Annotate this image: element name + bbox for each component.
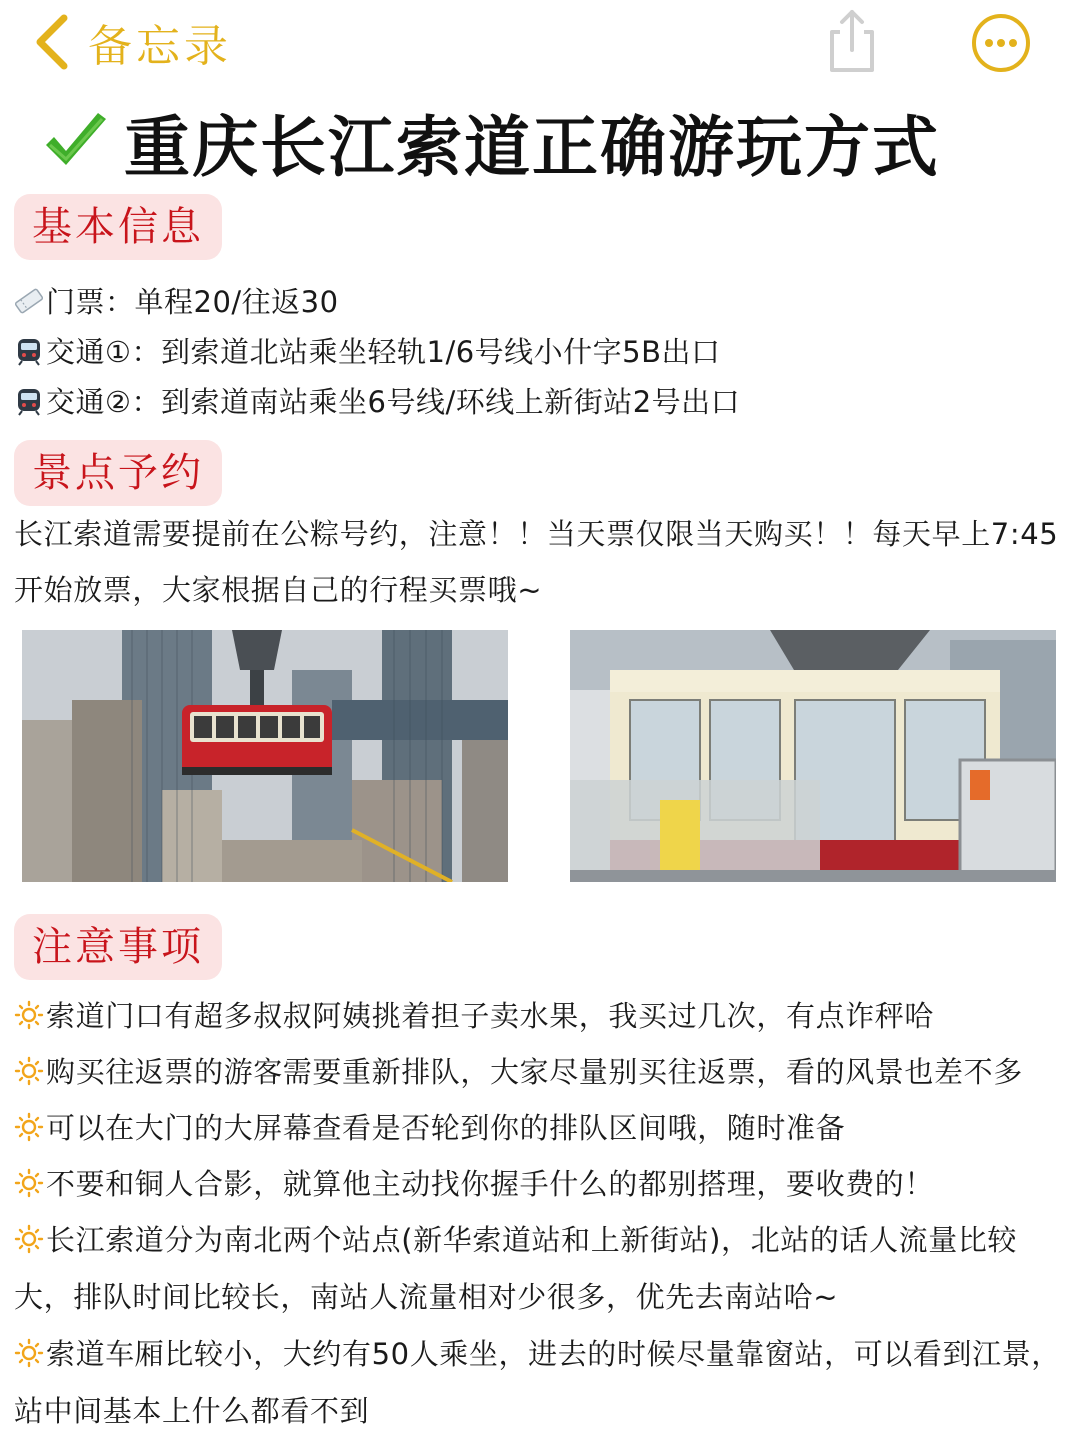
note-item [14,1326,1074,1440]
booking-paragraph: 长江索道需要提前在公粽号约，注意！！当天票仅限当天购买！！每天早上7:45开始放票，大家根据自己的行程买票哦~ [14,517,1059,607]
sun-icon [14,1224,44,1254]
section-booking: 景点予约 [14,440,222,506]
section-notes: 注意事项 [14,914,222,980]
page-title: 重庆长江索道正确游玩方式 [124,108,940,186]
note-item [14,1212,1074,1326]
info-transit-2 [14,380,740,421]
note-item [14,988,1074,1045]
cable-car-photo-station [570,630,1056,882]
note-text: 不要和铜人合影，就算他主动找你握手什么的都别搭理，要收费的！ [46,1167,935,1201]
sun-icon [14,1000,44,1030]
cable-car-photo-exterior [22,630,508,882]
share-icon [822,6,882,76]
note-title [40,96,940,186]
sun-icon [14,1338,44,1368]
note-text: 索道门口有超多叔叔阿姨挑着担子卖水果，我买过几次，有点诈秤哈 [46,999,935,1033]
more-button[interactable] [970,12,1032,74]
note-item [14,1100,1074,1157]
share-button[interactable] [822,6,882,76]
sun-icon [14,1056,44,1086]
section-basic-info: 基本信息 [14,194,222,260]
info-ticket-text: 门票：单程20/往返30 [46,285,339,319]
sun-icon [14,1112,44,1142]
info-transit-2-text: 交通②：到索道南站乘坐6号线/环线上新街站2号出口 [46,385,741,419]
note-text: 索道车厢比较小，大约有50人乘坐，进去的时候尽量靠窗站，可以看到江景，站中间基本上什么都看不到 [14,1337,1061,1428]
info-transit-1 [14,330,721,371]
info-ticket [14,280,339,321]
info-transit-1-text: 交通①：到索道北站乘坐轻轨1/6号线小什字5B出口 [46,335,721,369]
note-item [14,1044,1074,1101]
note-text: 长江索道分为南北两个站点(新华索道站和上新街站)，北站的话人流量比较大，排队时间比较长，南站人流量相对少很多，优先去南站哈~ [14,1223,1018,1314]
ticket-icon [14,286,44,316]
train-icon [14,386,44,416]
check-mark-icon [40,105,112,177]
back-label: 备忘录 [88,21,232,72]
sun-icon [14,1168,44,1198]
more-icon [970,12,1032,74]
nav-bar [0,0,1080,90]
note-text: 购买往返票的游客需要重新排队，大家尽量别买往返票，看的风景也差不多 [46,1055,1023,1089]
chevron-left-icon [30,12,74,72]
train-icon [14,336,44,366]
note-text: 可以在大门的大屏幕查看是否轮到你的排队区间哦，随时准备 [46,1111,846,1145]
note-item [14,1156,1074,1213]
back-button[interactable] [30,10,232,74]
